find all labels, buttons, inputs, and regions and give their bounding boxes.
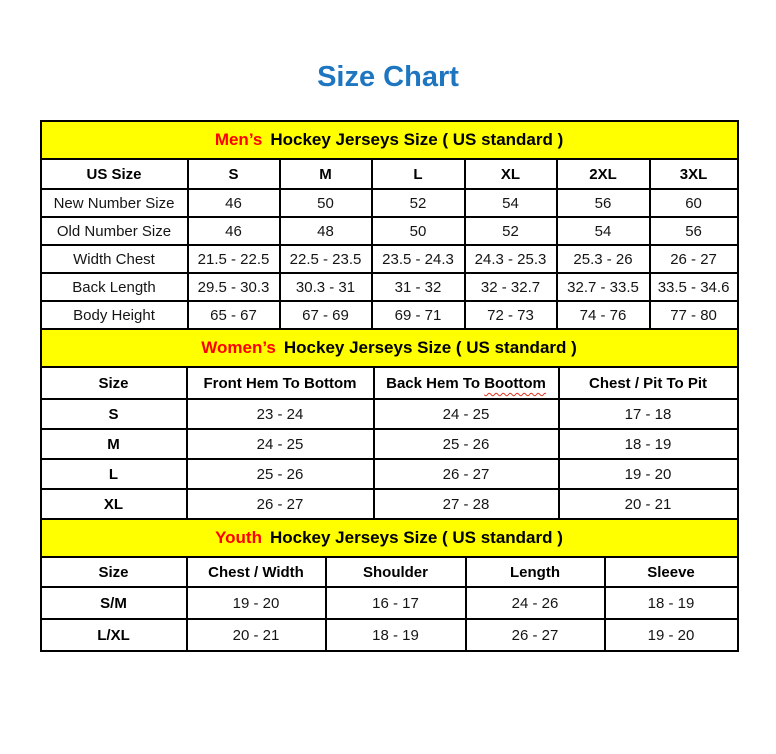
table-cell: 26 - 27: [650, 245, 738, 273]
row-label: S: [41, 399, 187, 429]
row-label: Width Chest: [41, 245, 188, 273]
row-label: Back Length: [41, 273, 188, 301]
table-cell: 18 - 19: [559, 429, 738, 459]
table-cell: 46: [188, 217, 280, 245]
column-header: Front Hem To Bottom: [187, 367, 374, 399]
table-row: [41, 273, 738, 301]
womens-section-text: Hockey Jerseys Size ( US standard ): [283, 338, 577, 358]
table-row: [41, 489, 738, 519]
table-cell: 56: [650, 217, 738, 245]
row-label: S/M: [41, 587, 187, 619]
table-cell: 25.3 - 26: [557, 245, 650, 273]
table-cell: 24.3 - 25.3: [465, 245, 557, 273]
table-cell: 27 - 28: [374, 489, 559, 519]
mens-column-header-row: [41, 159, 738, 189]
table-cell: 21.5 - 22.5: [188, 245, 280, 273]
youth-column-header-row: [41, 557, 738, 587]
table-cell: 22.5 - 23.5: [280, 245, 372, 273]
table-cell: 33.5 - 34.6: [650, 273, 738, 301]
table-cell: 67 - 69: [280, 301, 372, 329]
table-cell: 74 - 76: [557, 301, 650, 329]
mens-section-header-row: [41, 121, 738, 159]
womens-section-highlight: Women’s: [201, 338, 276, 358]
table-cell: 20 - 21: [187, 619, 326, 651]
size-chart-page: [0, 62, 776, 652]
table-cell: 65 - 67: [188, 301, 280, 329]
table-cell: 77 - 80: [650, 301, 738, 329]
column-header: Length: [466, 557, 605, 587]
table-cell: 18 - 19: [326, 619, 466, 651]
row-label: M: [41, 429, 187, 459]
mens-size-table: [40, 120, 739, 330]
column-header: Chest / Width: [187, 557, 326, 587]
table-cell: 26 - 27: [374, 459, 559, 489]
table-cell: 72 - 73: [465, 301, 557, 329]
table-cell: 56: [557, 189, 650, 217]
youth-section-highlight: Youth: [215, 528, 262, 548]
table-cell: 24 - 26: [466, 587, 605, 619]
table-row: [41, 245, 738, 273]
table-row: [41, 429, 738, 459]
mens-section-text: Hockey Jerseys Size ( US standard ): [270, 130, 564, 150]
table-cell: 23 - 24: [187, 399, 374, 429]
table-cell: 31 - 32: [372, 273, 465, 301]
column-header: XL: [465, 159, 557, 189]
youth-section-header-row: [41, 519, 738, 557]
table-row: [41, 217, 738, 245]
table-cell: 26 - 27: [187, 489, 374, 519]
youth-size-table: [40, 518, 739, 652]
table-cell: 25 - 26: [374, 429, 559, 459]
row-label: Old Number Size: [41, 217, 188, 245]
table-cell: 16 - 17: [326, 587, 466, 619]
table-cell: 24 - 25: [187, 429, 374, 459]
table-cell: 32.7 - 33.5: [557, 273, 650, 301]
column-header: Chest / Pit To Pit: [559, 367, 738, 399]
youth-section-text: Hockey Jerseys Size ( US standard ): [269, 528, 563, 548]
column-header: Size: [41, 367, 187, 399]
womens-column-header-row: [41, 367, 738, 399]
table-cell: 52: [372, 189, 465, 217]
size-chart-tables: [40, 120, 737, 652]
table-cell: 30.3 - 31: [280, 273, 372, 301]
row-label: XL: [41, 489, 187, 519]
table-cell: 25 - 26: [187, 459, 374, 489]
column-header-text: Back Hem To: [386, 374, 481, 392]
table-row: [41, 619, 738, 651]
table-row: [41, 459, 738, 489]
womens-section-header-row: [41, 329, 738, 367]
table-row: [41, 399, 738, 429]
column-header: [374, 367, 559, 399]
table-row: [41, 587, 738, 619]
youth-section-header: [41, 519, 738, 557]
womens-section-header: [41, 329, 738, 367]
table-cell: 60: [650, 189, 738, 217]
column-header: US Size: [41, 159, 188, 189]
table-cell: 69 - 71: [372, 301, 465, 329]
table-cell: 29.5 - 30.3: [188, 273, 280, 301]
table-cell: 52: [465, 217, 557, 245]
column-header: Sleeve: [605, 557, 738, 587]
mens-section-header: [41, 121, 738, 159]
column-header: 2XL: [557, 159, 650, 189]
row-label: L/XL: [41, 619, 187, 651]
table-cell: 54: [465, 189, 557, 217]
table-cell: 46: [188, 189, 280, 217]
mens-section-highlight: Men’s: [214, 130, 263, 150]
column-header: Size: [41, 557, 187, 587]
table-cell: 23.5 - 24.3: [372, 245, 465, 273]
column-header: Shoulder: [326, 557, 466, 587]
table-row: [41, 301, 738, 329]
table-cell: 19 - 20: [559, 459, 738, 489]
table-cell: 48: [280, 217, 372, 245]
table-cell: 24 - 25: [374, 399, 559, 429]
table-cell: 26 - 27: [466, 619, 605, 651]
table-cell: 54: [557, 217, 650, 245]
column-header: M: [280, 159, 372, 189]
row-label: Body Height: [41, 301, 188, 329]
table-cell: 50: [372, 217, 465, 245]
column-header: L: [372, 159, 465, 189]
column-header: 3XL: [650, 159, 738, 189]
misspelled-word: Boottom: [484, 374, 546, 392]
table-cell: 18 - 19: [605, 587, 738, 619]
table-row: [41, 189, 738, 217]
table-cell: 50: [280, 189, 372, 217]
row-label: New Number Size: [41, 189, 188, 217]
row-label: L: [41, 459, 187, 489]
table-cell: 20 - 21: [559, 489, 738, 519]
table-cell: 19 - 20: [187, 587, 326, 619]
womens-size-table: [40, 328, 739, 520]
column-header: S: [188, 159, 280, 189]
table-cell: 32 - 32.7: [465, 273, 557, 301]
table-cell: 17 - 18: [559, 399, 738, 429]
table-cell: 19 - 20: [605, 619, 738, 651]
page-title: Size Chart: [317, 61, 459, 93]
